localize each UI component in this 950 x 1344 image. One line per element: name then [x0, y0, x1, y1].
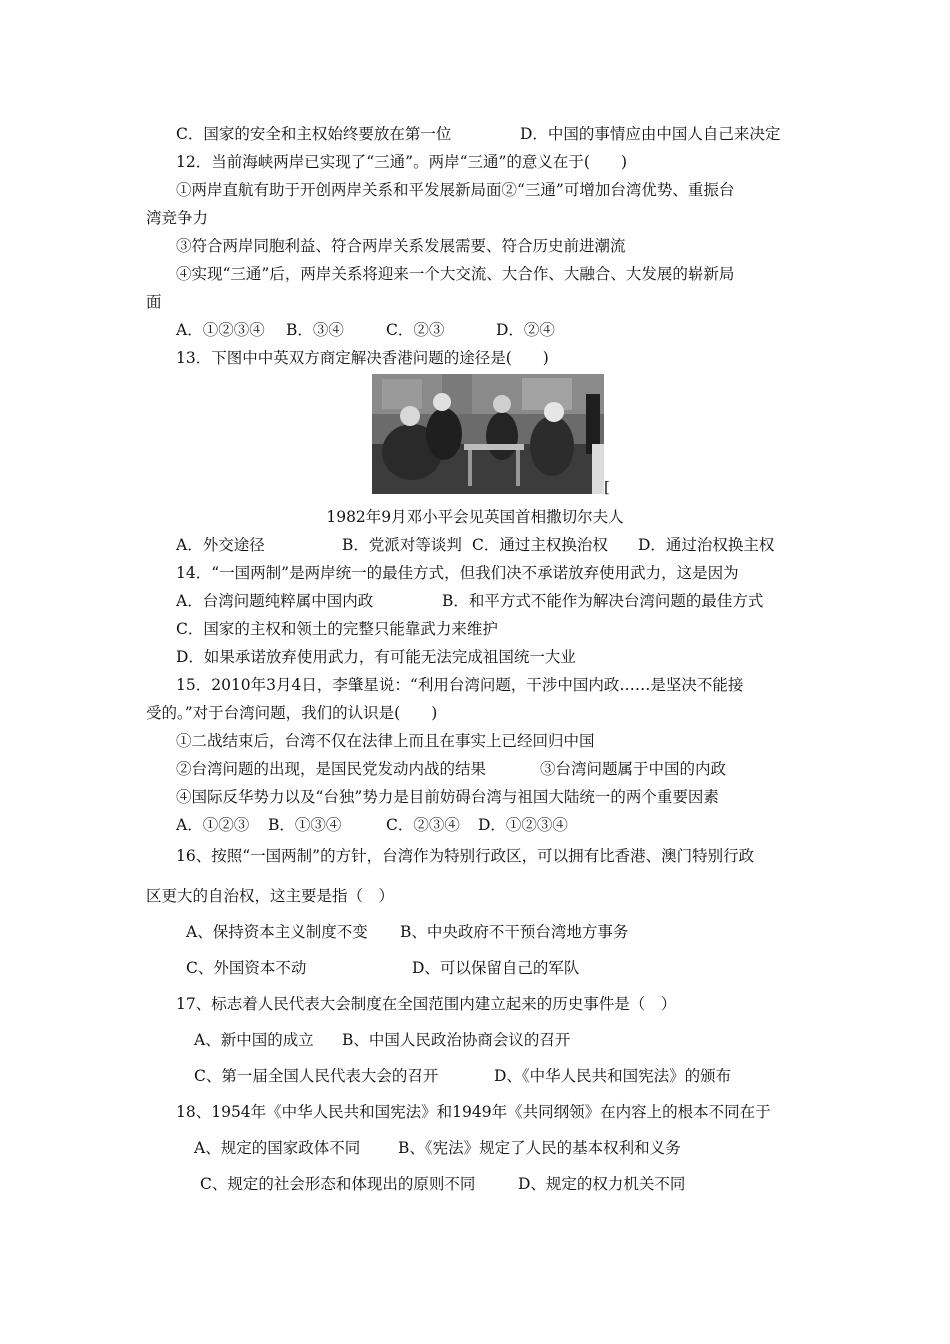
q16-option-b: B、中央政府不干预台湾地方事务 — [400, 923, 629, 941]
meeting-photo-image — [372, 374, 604, 494]
q17-option-d: D、《中华人民共和国宪法》的颁布 — [494, 1067, 732, 1085]
q15-stem-cont: 受的。”对于台湾问题，我们的认识是( ) — [146, 704, 438, 722]
q12-statement-4-cont: 面 — [146, 293, 162, 311]
q15-statement-1: ①二战结束后，台湾不仅在法律上而且在事实上已经回归中国 — [176, 732, 595, 750]
q13-option-b: B．党派对等谈判 — [342, 536, 462, 554]
q17-option-c: C、第一届全国人民代表大会的召开 — [194, 1067, 439, 1085]
q14-stem: 14．“一国两制”是两岸统一的最佳方式，但我们决不承诺放弃使用武力，这是因为 — [176, 564, 739, 582]
q15-option-b: B．①③④ — [268, 816, 342, 834]
q16-option-a: A、保持资本主义制度不变 — [186, 923, 368, 941]
q12-statement-2-cont: 湾竞争力 — [146, 209, 209, 227]
q13-stem: 13．下图中中英双方商定解决香港问题的途径是( ) — [176, 349, 549, 367]
q15-option-a: A．①②③ — [176, 816, 250, 834]
q12-option-c: C．②③ — [386, 321, 445, 339]
q17-stem: 17、标志着人民代表大会制度在全国范围内建立起来的历史事件是（ ） — [176, 995, 677, 1013]
q18-option-b: B、《宪法》规定了人民的基本权利和义务 — [398, 1139, 681, 1157]
q14-option-b: B．和平方式不能作为解决台湾问题的最佳方式 — [442, 592, 764, 610]
q18-option-a: A、规定的国家政体不同 — [194, 1139, 361, 1157]
q14-option-a: A．台湾问题纯粹属中国内政 — [176, 592, 374, 610]
meeting-photo — [372, 374, 604, 494]
q12-option-b: B．③④ — [286, 321, 344, 339]
q16-stem: 16、按照“一国两制”的方针，台湾作为特别行政区，可以拥有比香港、澳门特别行政 — [176, 847, 755, 865]
q12-stem: 12．当前海峡两岸已实现了“三通”。两岸“三通”的意义在于( ) — [176, 153, 628, 171]
q12-statement-1-2: ①两岸直航有助于开创两岸关系和平发展新局面②“三通”可增加台湾优势、重振台 — [176, 181, 735, 199]
q13-option-c: C．通过主权换治权 — [472, 536, 608, 554]
q12-option-a: A．①②③④ — [176, 321, 265, 339]
q18-option-c: C、规定的社会形态和体现出的原则不同 — [200, 1175, 476, 1193]
photo-caption: 1982年9月邓小平会见英国首相撒切尔夫人 — [326, 508, 624, 526]
photo-bracket: [ — [604, 478, 610, 496]
q12-statement-3: ③符合两岸同胞利益、符合两岸关系发展需要、符合历史前进潮流 — [176, 237, 626, 255]
q15-statement-2: ②台湾问题的出现，是国民党发动内战的结果 — [176, 760, 487, 778]
q17-option-b: B、中国人民政治协商会议的召开 — [342, 1031, 571, 1049]
q16-option-d: D、可以保留自己的军队 — [412, 959, 580, 977]
q13-option-d: D．通过治权换主权 — [638, 536, 775, 554]
q15-option-c: C．②③④ — [386, 816, 460, 834]
q15-statement-3: ③台湾问题属于中国的内政 — [540, 760, 727, 778]
q15-statement-4: ④国际反华势力以及“台独”势力是目前妨碍台湾与祖国大陆统一的两个重要因素 — [176, 788, 719, 806]
q18-stem: 18、1954年《中华人民共和国宪法》和1949年《共同纲领》在内容上的根本不同在于 — [176, 1103, 771, 1121]
q16-option-c: C、外国资本不动 — [186, 959, 307, 977]
q16-stem-cont: 区更大的自治权，这主要是指（ ） — [146, 887, 395, 905]
q18-option-d: D、规定的权力机关不同 — [518, 1175, 686, 1193]
q14-option-d: D．如果承诺放弃使用武力，有可能无法完成祖国统一大业 — [176, 648, 576, 666]
q12-statement-4: ④实现“三通”后，两岸关系将迎来一个大交流、大合作、大融合、大发展的崭新局 — [176, 265, 735, 283]
q13-option-a: A．外交途径 — [176, 536, 265, 554]
q17-option-a: A、新中国的成立 — [194, 1031, 314, 1049]
q12-option-d: D．②④ — [496, 321, 555, 339]
q14-option-c: C．国家的主权和领土的完整只能靠武力来维护 — [176, 620, 498, 638]
q11-option-c: C．国家的安全和主权始终要放在第一位 — [176, 125, 452, 143]
q15-stem: 15．2010年3月4日，李肇星说：“利用台湾问题，干涉中国内政……是坚决不能接 — [176, 676, 744, 694]
q11-option-d: D．中国的事情应由中国人自己来决定 — [520, 125, 781, 143]
q15-option-d: D．①②③④ — [478, 816, 568, 834]
